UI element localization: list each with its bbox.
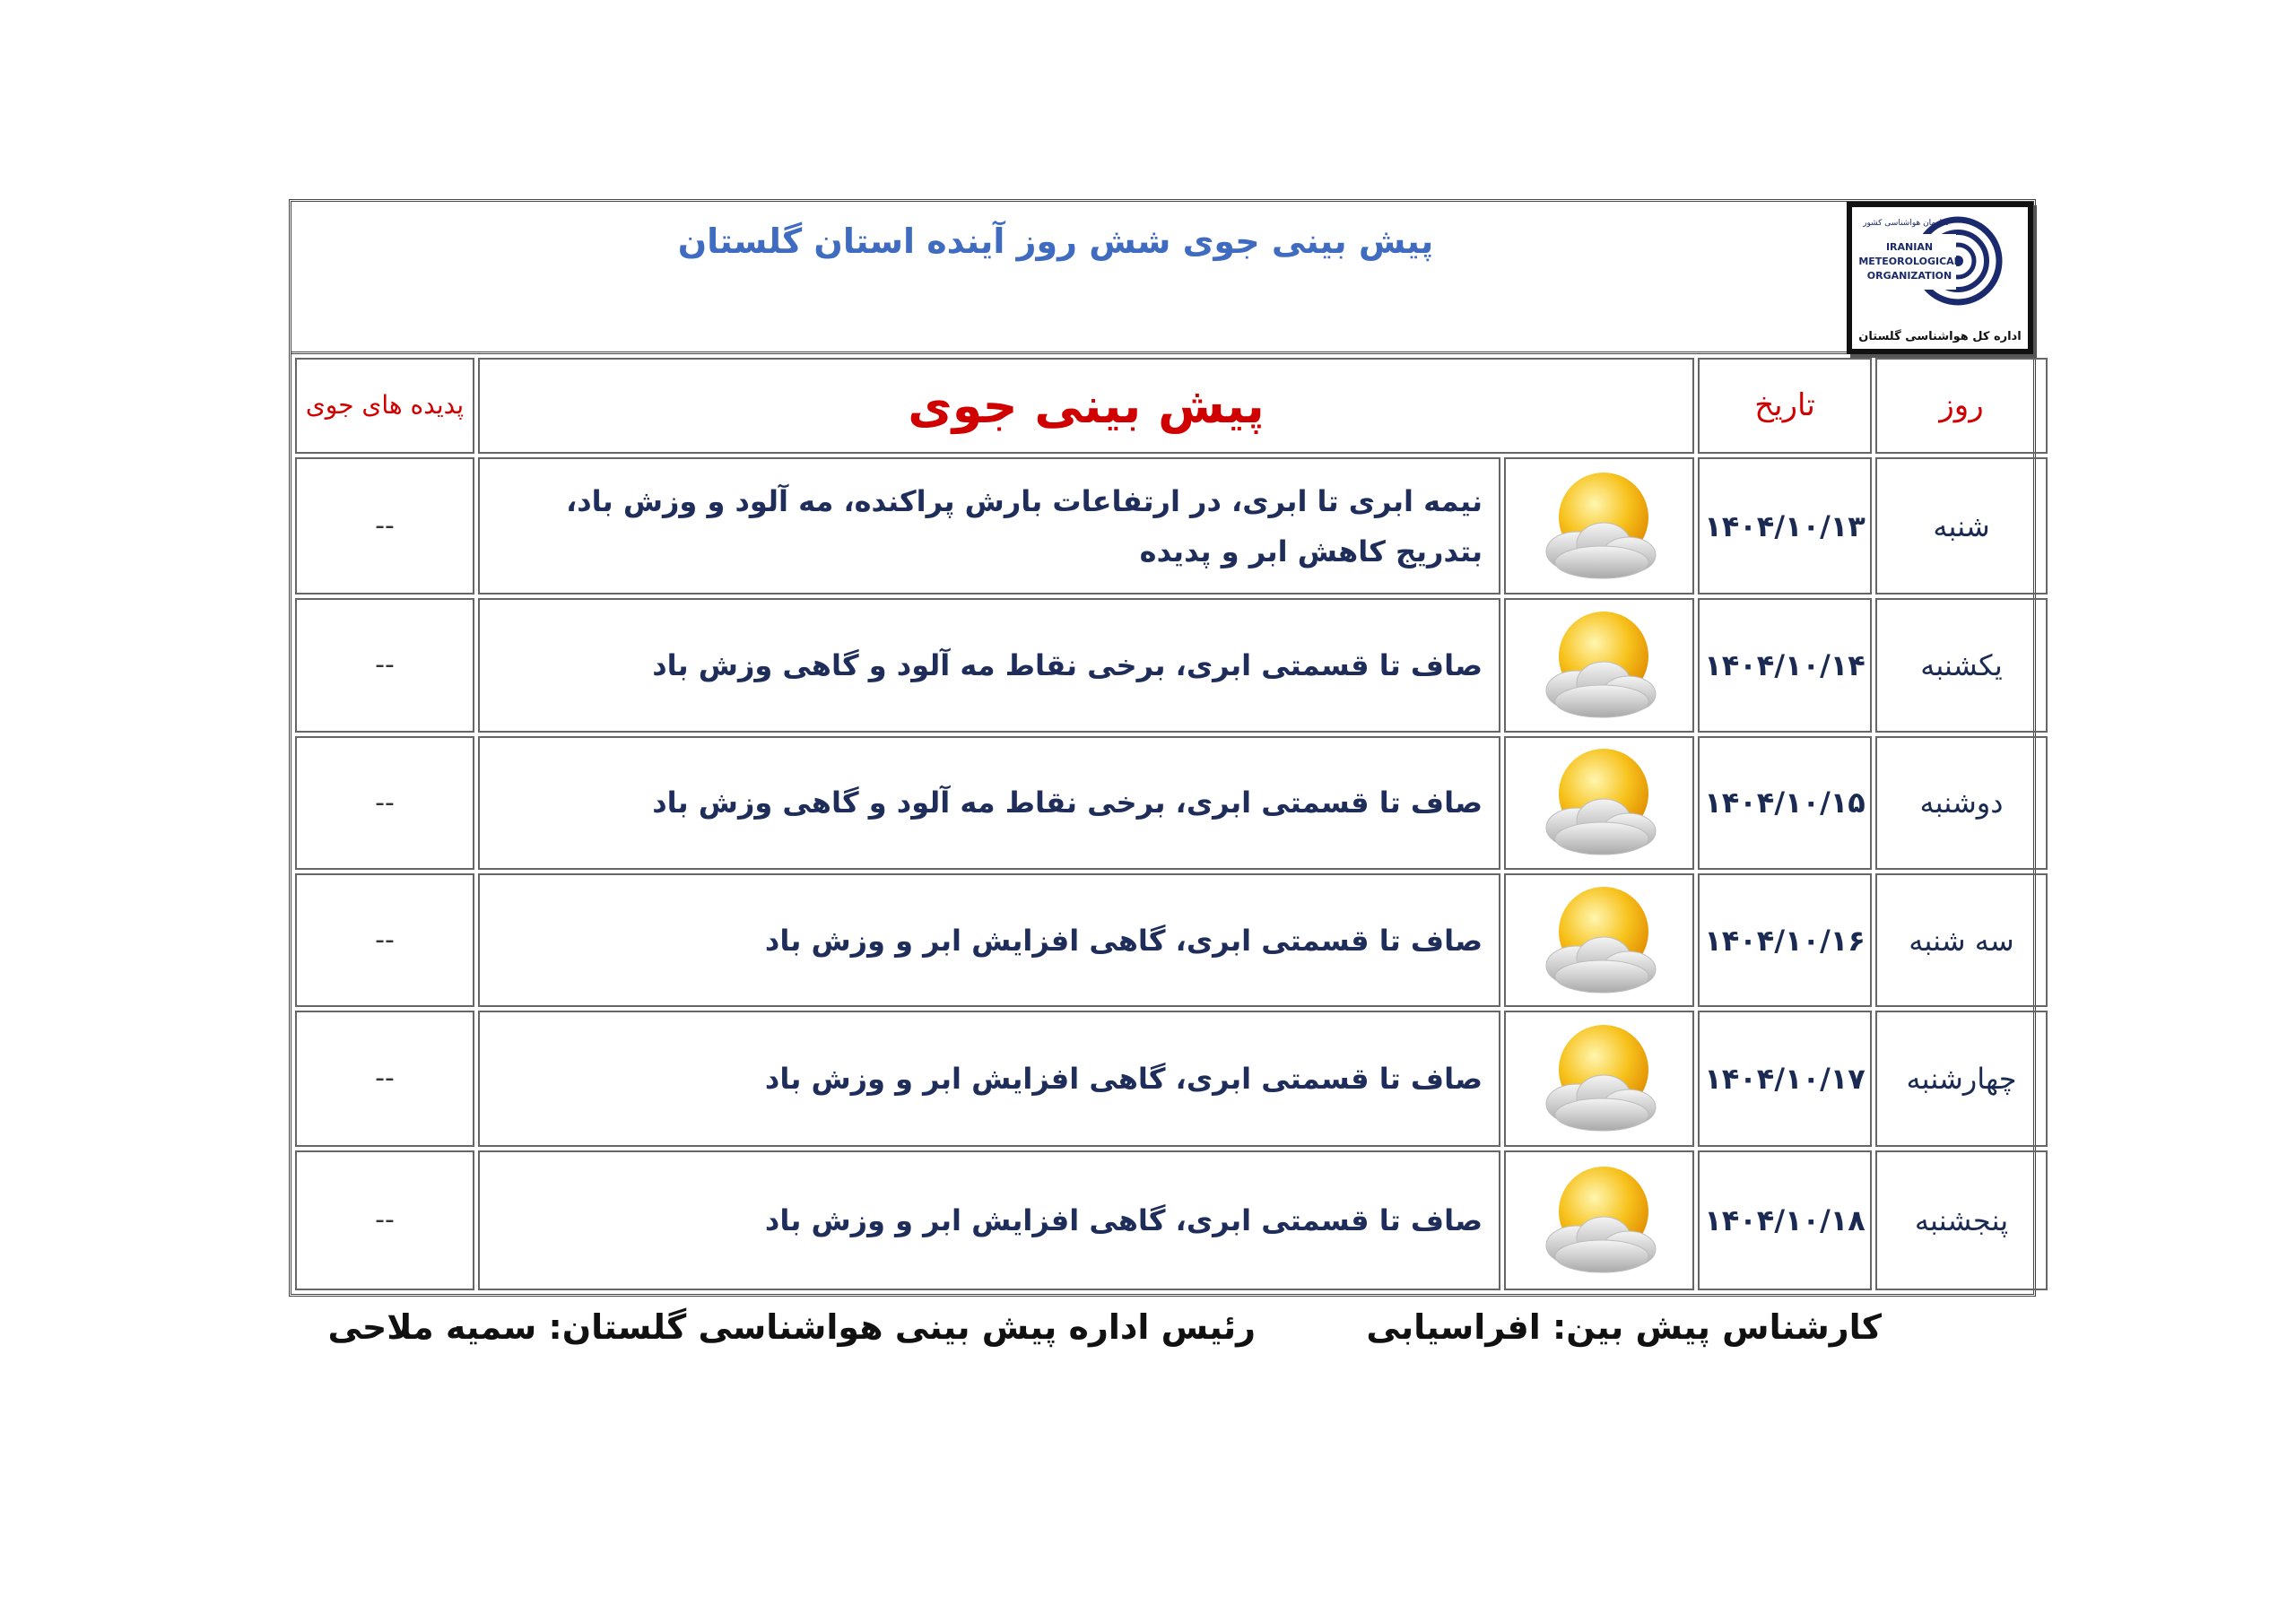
sunny-cloudy-icon	[1532, 1014, 1666, 1140]
forecast-table	[291, 354, 2051, 1294]
cell-phenomena: --	[295, 457, 474, 595]
table-header-row	[295, 358, 2048, 454]
header-forecast: پیش بینی جوی	[478, 358, 1694, 454]
cell-day: چهارشنبه	[1875, 1011, 2048, 1146]
cell-forecast: صاف تا قسمتی ابری، گاهی افزایش ابر و وزش باد	[478, 1011, 1500, 1146]
sunny-cloudy-icon	[1532, 601, 1666, 726]
logo-en-line2: METEOROLOGICAL	[1858, 256, 1961, 267]
cell-forecast: نیمه ابری تا ابری، در ارتفاعات بارش پراکنده، مه آلود و وزش باد، بتدریج کاهش ابر و پدیده	[478, 457, 1500, 595]
forecast-sheet	[289, 199, 2036, 1297]
header-date: تاریخ	[1698, 358, 1872, 454]
cell-date: ۱۴۰۴/۱۰/۱۴	[1698, 598, 1872, 732]
logo-en-line1: IRANIAN	[1885, 241, 1934, 253]
sunny-cloudy-icon	[1532, 876, 1666, 1002]
cell-forecast: صاف تا قسمتی ابری، برخی نقاط مه آلود و گاهی وزش باد	[478, 598, 1500, 732]
cell-date: ۱۴۰۴/۱۰/۱۸	[1698, 1150, 1872, 1290]
cell-phenomena: --	[295, 873, 474, 1007]
cell-forecast: صاف تا قسمتی ابری، گاهی افزایش ابر و وزش باد	[478, 1150, 1500, 1290]
cell-date: ۱۴۰۴/۱۰/۱۶	[1698, 873, 1872, 1007]
cell-icon	[1504, 736, 1694, 870]
header-day: روز	[1875, 358, 2048, 454]
document-title: پیش بینی جوی شش روز آینده استان گلستان	[677, 221, 1434, 261]
cell-forecast: صاف تا قسمتی ابری، برخی نقاط مه آلود و گاهی وزش باد	[478, 736, 1500, 870]
cell-forecast: صاف تا قسمتی ابری، گاهی افزایش ابر و وزش باد	[478, 873, 1500, 1007]
cell-icon	[1504, 457, 1694, 595]
cell-day: دوشنبه	[1875, 736, 2048, 870]
meteorological-organization-logo-icon	[1852, 207, 2028, 324]
forecast-rows	[295, 457, 2048, 1290]
header-phenomena: پدیده های جوی	[295, 358, 474, 454]
cell-phenomena: --	[295, 736, 474, 870]
cell-icon	[1504, 598, 1694, 732]
cell-date: ۱۴۰۴/۱۰/۱۳	[1698, 457, 1872, 595]
cell-phenomena: --	[295, 1150, 474, 1290]
cell-icon	[1504, 1011, 1694, 1146]
head-signature: رئیس اداره پیش بینی هواشناسی گلستان: سمیه ملاحی	[327, 1307, 1256, 1347]
cell-day: سه شنبه	[1875, 873, 2048, 1007]
forecaster-signature: کارشناس پیش بین: افراسیابی	[1366, 1307, 1882, 1347]
table-row	[295, 1150, 2048, 1290]
cell-phenomena: --	[295, 1011, 474, 1146]
sunny-cloudy-icon	[1532, 738, 1666, 864]
table-row	[295, 457, 2048, 595]
logo-top-text: سازمان هواشناسی کشور	[1863, 219, 1949, 228]
cell-phenomena: --	[295, 598, 474, 732]
table-row	[295, 1011, 2048, 1146]
cell-day: پنجشنبه	[1875, 1150, 2048, 1290]
cell-icon	[1504, 873, 1694, 1007]
sunny-cloudy-icon	[1532, 1156, 1666, 1281]
cell-day: شنبه	[1875, 457, 2048, 595]
cell-day: یکشنبه	[1875, 598, 2048, 732]
cell-date: ۱۴۰۴/۱۰/۱۵	[1698, 736, 1872, 870]
cell-icon	[1504, 1150, 1694, 1290]
table-row	[295, 598, 2048, 732]
logo-en-line3: ORGANIZATION	[1866, 270, 1952, 282]
table-row	[295, 736, 2048, 870]
logo-caption: اداره کل هواشناسی گلستان	[1858, 330, 2022, 343]
logo	[1847, 202, 2033, 354]
table-row	[295, 873, 2048, 1007]
cell-date: ۱۴۰۴/۱۰/۱۷	[1698, 1011, 1872, 1146]
title-band	[291, 202, 2033, 354]
partly-cloudy-icon	[1532, 462, 1666, 587]
